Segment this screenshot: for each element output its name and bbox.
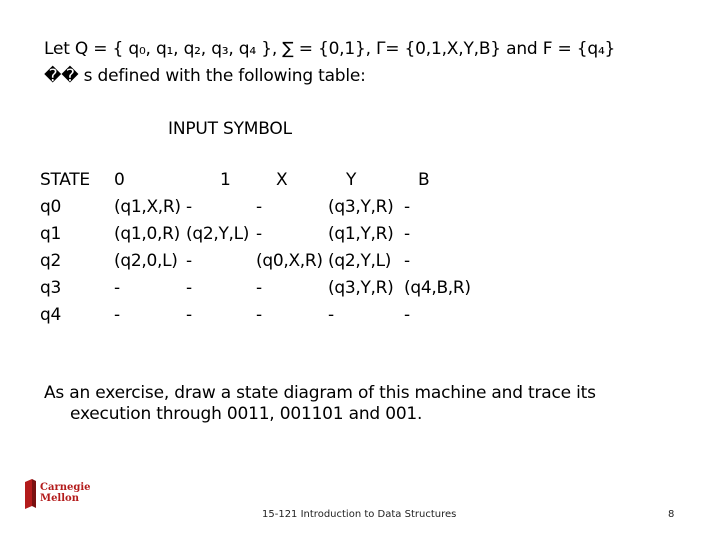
transition-table bbox=[40, 170, 484, 332]
header-symbol-x: X bbox=[276, 170, 288, 190]
table-cell: - bbox=[186, 305, 192, 325]
exercise-line-1: As an exercise, draw a state diagram of this machine and trace its bbox=[44, 383, 596, 403]
header-state: STATE bbox=[40, 170, 90, 190]
table-cell: (q3,Y,R) bbox=[328, 278, 394, 298]
table-cell: (q1,0,R) bbox=[114, 224, 180, 244]
table-row bbox=[40, 278, 484, 305]
table-header-row bbox=[40, 170, 484, 197]
table-row bbox=[40, 224, 484, 251]
input-symbol-title: INPUT SYMBOL bbox=[168, 119, 292, 139]
table-cell: q2 bbox=[40, 251, 62, 271]
machine-definition-line: Let Q = { q₀, q₁, q₂, q₃, q₄ }, ∑ = {0,1}, Γ= {0,1,X,Y,B} and F = {q₄} bbox=[44, 39, 616, 59]
logo-line-1: Carnegie bbox=[40, 482, 91, 493]
carnegie-mellon-logo bbox=[22, 476, 91, 516]
table-cell: - bbox=[256, 224, 262, 244]
logo-line-2: Mellon bbox=[40, 493, 79, 504]
table-cell: q3 bbox=[40, 278, 62, 298]
table-cell: q0 bbox=[40, 197, 62, 217]
table-cell: (q3,Y,R) bbox=[328, 197, 394, 217]
table-cell: (q0,X,R) bbox=[256, 251, 323, 271]
table-cell: - bbox=[404, 224, 410, 244]
table-row bbox=[40, 251, 484, 278]
table-cell: (q2,Y,L) bbox=[186, 224, 250, 244]
table-cell: q1 bbox=[40, 224, 62, 244]
table-cell: - bbox=[256, 197, 262, 217]
table-cell: - bbox=[186, 197, 192, 217]
header-symbol-y: Y bbox=[346, 170, 357, 190]
header-symbol-1: 1 bbox=[220, 170, 231, 190]
table-cell: - bbox=[256, 305, 262, 325]
table-row bbox=[40, 197, 484, 224]
transition-intro-line: �� s defined with the following table: bbox=[44, 66, 366, 86]
table-cell: (q2,Y,L) bbox=[328, 251, 392, 271]
table-cell: - bbox=[404, 251, 410, 271]
table-cell: - bbox=[328, 305, 334, 325]
table-cell: - bbox=[114, 305, 120, 325]
table-cell: - bbox=[404, 305, 410, 325]
page-number: 8 bbox=[668, 509, 675, 520]
table-row bbox=[40, 305, 484, 332]
exercise-line-2: execution through 0011, 001101 and 001. bbox=[70, 404, 423, 424]
header-symbol-0: 0 bbox=[114, 170, 125, 190]
table-cell: - bbox=[186, 251, 192, 271]
table-cell: (q1,X,R) bbox=[114, 197, 181, 217]
table-cell: - bbox=[114, 278, 120, 298]
header-symbol-b: B bbox=[418, 170, 430, 190]
table-cell: (q1,Y,R) bbox=[328, 224, 394, 244]
table-cell: - bbox=[186, 278, 192, 298]
table-cell: (q2,0,L) bbox=[114, 251, 178, 271]
footer-course-title: 15-121 Introduction to Data Structures bbox=[262, 509, 457, 520]
table-cell: - bbox=[404, 197, 410, 217]
table-cell: (q4,B,R) bbox=[404, 278, 471, 298]
table-cell: q4 bbox=[40, 305, 62, 325]
table-cell: - bbox=[256, 278, 262, 298]
